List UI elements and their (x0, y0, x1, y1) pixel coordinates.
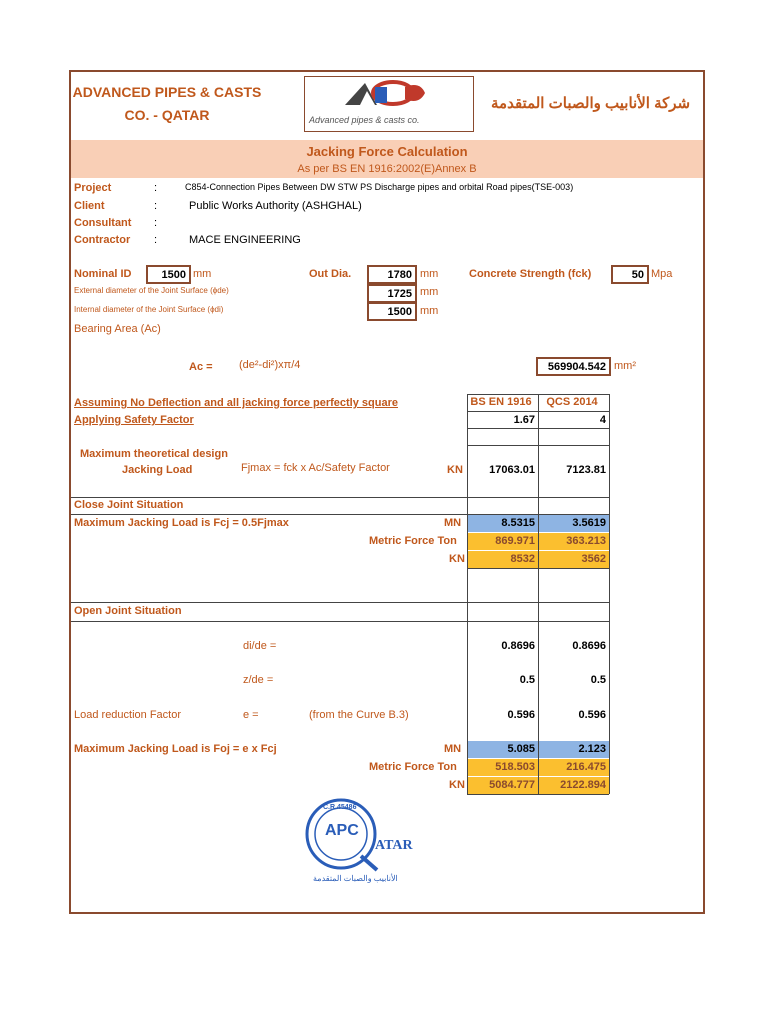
mn-unit: MN (444, 517, 462, 529)
title-bar (71, 140, 703, 178)
nominal-id-label: Nominal ID (74, 268, 132, 280)
z-de-bs: 0.5 (519, 674, 535, 686)
close-kn-qcs: 3562 (538, 551, 609, 568)
safety-factor-qcs: 4 (599, 414, 606, 426)
ac-label: Ac = (189, 361, 213, 373)
open-kn-bs: 5084.777 (467, 777, 538, 794)
mm-unit: mm (420, 268, 439, 280)
internal-diameter-value: 1500 (367, 302, 417, 321)
colon: : (154, 234, 158, 246)
open-kn-qcs: 2122.894 (538, 777, 609, 794)
nominal-id-value: 1500 (146, 265, 191, 284)
mm-unit: mm (193, 268, 212, 280)
consultant-label: Consultant (74, 217, 132, 229)
fjmax-qcs: 7123.81 (566, 464, 606, 476)
e-bs: 0.596 (507, 709, 535, 721)
close-mn-bs: 8.5315 (467, 515, 538, 532)
project-label: Project (74, 182, 112, 194)
di-de-label: di/de = (243, 640, 277, 652)
client-label: Client (74, 200, 105, 212)
calculation-sheet (69, 70, 705, 914)
internal-diameter-label: Internal diameter of the Joint Surface (ϕdi) (74, 305, 224, 314)
close-mn-qcs: 3.5619 (538, 515, 609, 532)
e-label: e = (243, 709, 259, 721)
mn-unit: MN (444, 743, 462, 755)
open-mn-qcs: 2.123 (538, 741, 609, 758)
colon: : (154, 200, 158, 212)
col-qcs-2014: QCS 2014 (546, 396, 598, 408)
stamp-apc: APC (325, 822, 359, 839)
fjmax-formula: Fjmax = fck x Ac/Safety Factor (241, 462, 390, 474)
metric-force-label: Metric Force Ton (369, 535, 457, 547)
curve-note: (from the Curve B.3) (309, 709, 409, 721)
ac-value: 569904.542 (536, 357, 611, 376)
out-dia-label: Out Dia. (309, 268, 352, 280)
page-title: Jacking Force Calculation (306, 144, 468, 159)
concrete-strength-label: Concrete Strength (fck) (469, 268, 592, 280)
external-diameter-value: 1725 (367, 284, 417, 303)
ac-unit: mm² (614, 360, 636, 372)
open-ton-qcs: 216.475 (538, 759, 609, 776)
close-ton-bs: 869.971 (467, 533, 538, 550)
safety-factor-bs: 1.67 (513, 414, 535, 426)
external-diameter-label: External diameter of the Joint Surface (ϕde) (74, 286, 229, 295)
open-ton-bs: 518.503 (467, 759, 538, 776)
di-de-bs: 0.8696 (501, 640, 535, 652)
col-bs-en-1916: BS EN 1916 (470, 396, 532, 408)
out-dia-value: 1780 (367, 265, 417, 284)
jacking-load-label: Jacking Load (122, 464, 193, 476)
kn-unit: KN (447, 464, 463, 476)
stamp-qatar: ATAR (375, 838, 413, 853)
company-stamp (299, 794, 429, 894)
page-subtitle: As per BS EN 1916:2002(E)Annex B (297, 163, 477, 175)
open-mn-bs: 5.085 (467, 741, 538, 758)
z-de-qcs: 0.5 (590, 674, 606, 686)
load-reduction-label: Load reduction Factor (74, 709, 182, 721)
client-value: Public Works Authority (ASHGHAL) (189, 200, 362, 212)
stamp-cr: C.R.45486 (323, 804, 357, 811)
open-joint-max-label: Maximum Jacking Load is Foj = e x Fcj (74, 743, 277, 755)
company-name-line1: ADVANCED PIPES & CASTS (72, 84, 262, 100)
kn-unit: KN (449, 779, 465, 791)
safety-factor-label: Applying Safety Factor (74, 414, 194, 426)
mpa-unit: Mpa (651, 268, 673, 280)
ac-formula: (de²-di²)xπ/4 (239, 359, 301, 371)
mm-unit: mm (420, 305, 439, 317)
z-de-label: z/de = (243, 674, 274, 686)
assumption-note: Assuming No Deflection and all jacking force perfectly square (74, 397, 398, 409)
contractor-value: MACE ENGINEERING (189, 234, 301, 246)
company-name-line2: CO. - QATAR (124, 107, 210, 123)
company-logo (304, 76, 474, 132)
close-joint-heading: Close Joint Situation (74, 499, 184, 511)
stamp-arabic: الأنابيب والصبات المتقدمة (313, 874, 398, 883)
e-qcs: 0.596 (578, 709, 606, 721)
logo-subtext: Advanced pipes & casts co. (309, 115, 420, 125)
kn-unit: KN (449, 553, 465, 565)
close-ton-qcs: 363.213 (538, 533, 609, 550)
colon: : (154, 217, 158, 229)
max-theoretical-label: Maximum theoretical design (80, 448, 228, 460)
bearing-area-label: Bearing Area (Ac) (74, 323, 161, 335)
close-kn-bs: 8532 (467, 551, 538, 568)
colon: : (154, 182, 158, 194)
open-joint-heading: Open Joint Situation (74, 605, 182, 617)
company-name-arabic: شركة الأنابيب والصبات المتقدمة (491, 95, 691, 112)
close-joint-max-label: Maximum Jacking Load is Fcj = 0.5Fjmax (74, 517, 289, 529)
project-value: C854-Connection Pipes Between DW STW PS Discharge pipes and orbital Road pipes(TSE-003) (185, 182, 574, 192)
fjmax-bs: 17063.01 (489, 464, 535, 476)
mm-unit: mm (420, 286, 439, 298)
metric-force-label: Metric Force Ton (369, 761, 457, 773)
concrete-strength-value: 50 (611, 265, 649, 284)
contractor-label: Contractor (74, 234, 131, 246)
di-de-qcs: 0.8696 (572, 640, 606, 652)
